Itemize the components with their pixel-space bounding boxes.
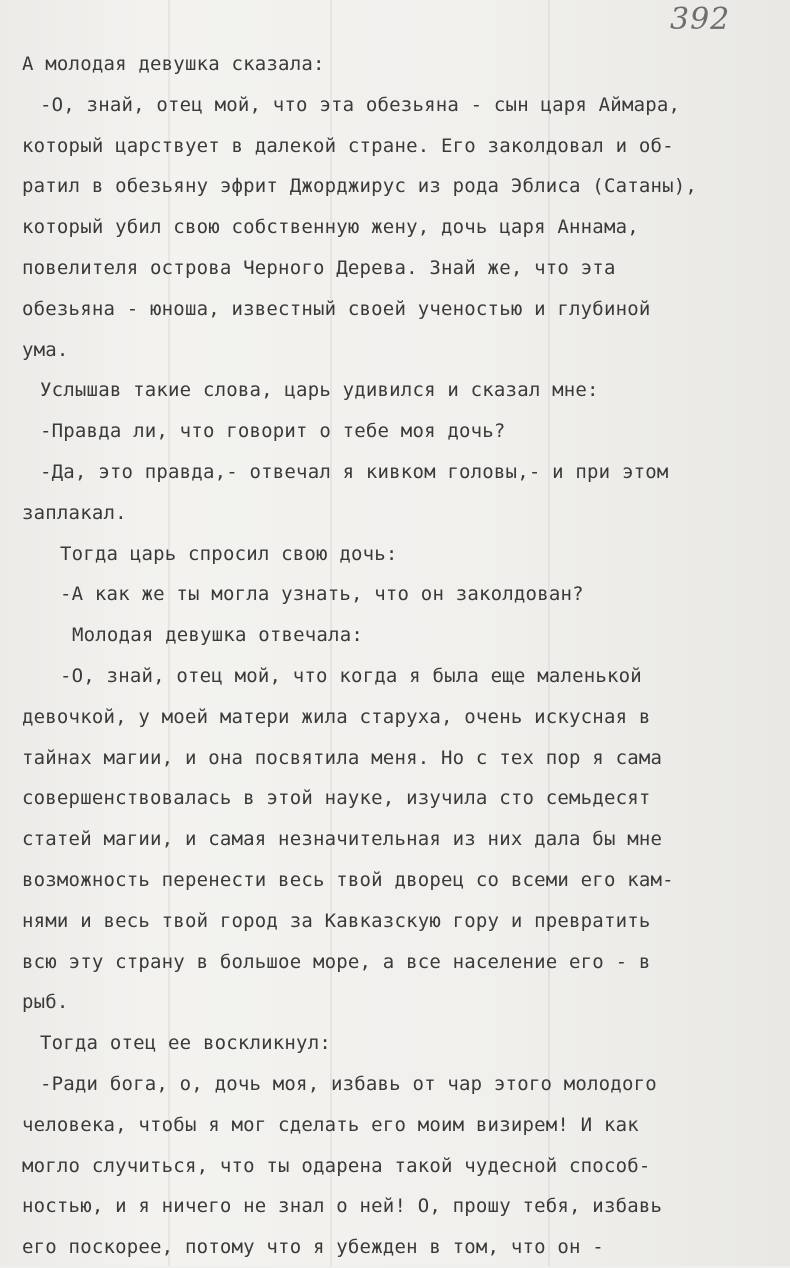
text-line: ратил в обезьяну эфрит Джорджирус из рода Эблиса (Сатаны), [22,175,698,198]
text-line: Тогда отец ее воскликнул: [40,1032,331,1055]
text-line: обезьяна - юноша, известный своей ученостью и глубиной [22,297,651,320]
text-line: ума. [22,338,69,361]
text-line: ностью, и я ничего не знал о ней! О, прошу тебя, избавь [22,1195,663,1218]
typewritten-text [22,44,778,1268]
text-line: совершенствовалась в этой науке, изучила сто семьдесят [22,787,651,810]
text-line: рыб. [22,991,69,1014]
text-line: Тогда царь спросил свою дочь: [60,542,398,565]
page-number: 392 [670,2,731,37]
text-line: который убил свою собственную жену, дочь царя Аннама, [22,216,639,239]
text-line: могло случиться, что ты одарена такой чудесной способ- [22,1154,651,1177]
text-line: -А как же ты могла узнать, что он заколдован? [60,583,584,606]
text-line: статей магии, и самая незначительная из них дала бы мне [22,828,663,851]
text-line: возможность перенести весь твой дворец со всеми его кам- [22,868,674,891]
text-line: -О, знай, отец мой, что эта обезьяна - сын царя Аймара, [40,93,681,116]
text-line: человека, чтобы я мог сделать его моим визирем! И как [22,1113,639,1136]
text-line: повелителя острова Черного Дерева. Знай же, что эта [22,256,616,279]
text-line: -О, знай, отец мой, что когда я была еще маленькой [60,664,642,687]
text-line: нями и весь твой город за Кавказскую гору и превратить [22,909,651,932]
text-line: Услышав такие слова, царь удивился и сказал мне: [40,379,599,402]
text-line: Молодая девушка отвечала: [72,624,363,647]
text-line: тайнах магии, и она посвятила меня. Но с тех пор я сама [22,746,663,769]
text-line: который царствует в далекой стране. Его заколдовал и об- [22,134,674,157]
text-line: всю эту страну в большое море, а все население его - в [22,950,651,973]
text-line: заплакал. [22,501,127,524]
text-line: его поскорее, потому что я убежден в том, что он - [22,1236,604,1259]
text-line: А молодая девушка сказала: [22,53,325,75]
text-line: -Правда ли, что говорит о тебе моя дочь? [40,420,506,443]
text-line: -Да, это правда,- отвечал я кивком головы,- и при этом [40,460,669,483]
text-line: -Ради бога, о, дочь моя, избавь от чар этого молодого [40,1072,657,1095]
text-line: девочкой, у моей матери жила старуха, очень искусная в [22,705,651,728]
